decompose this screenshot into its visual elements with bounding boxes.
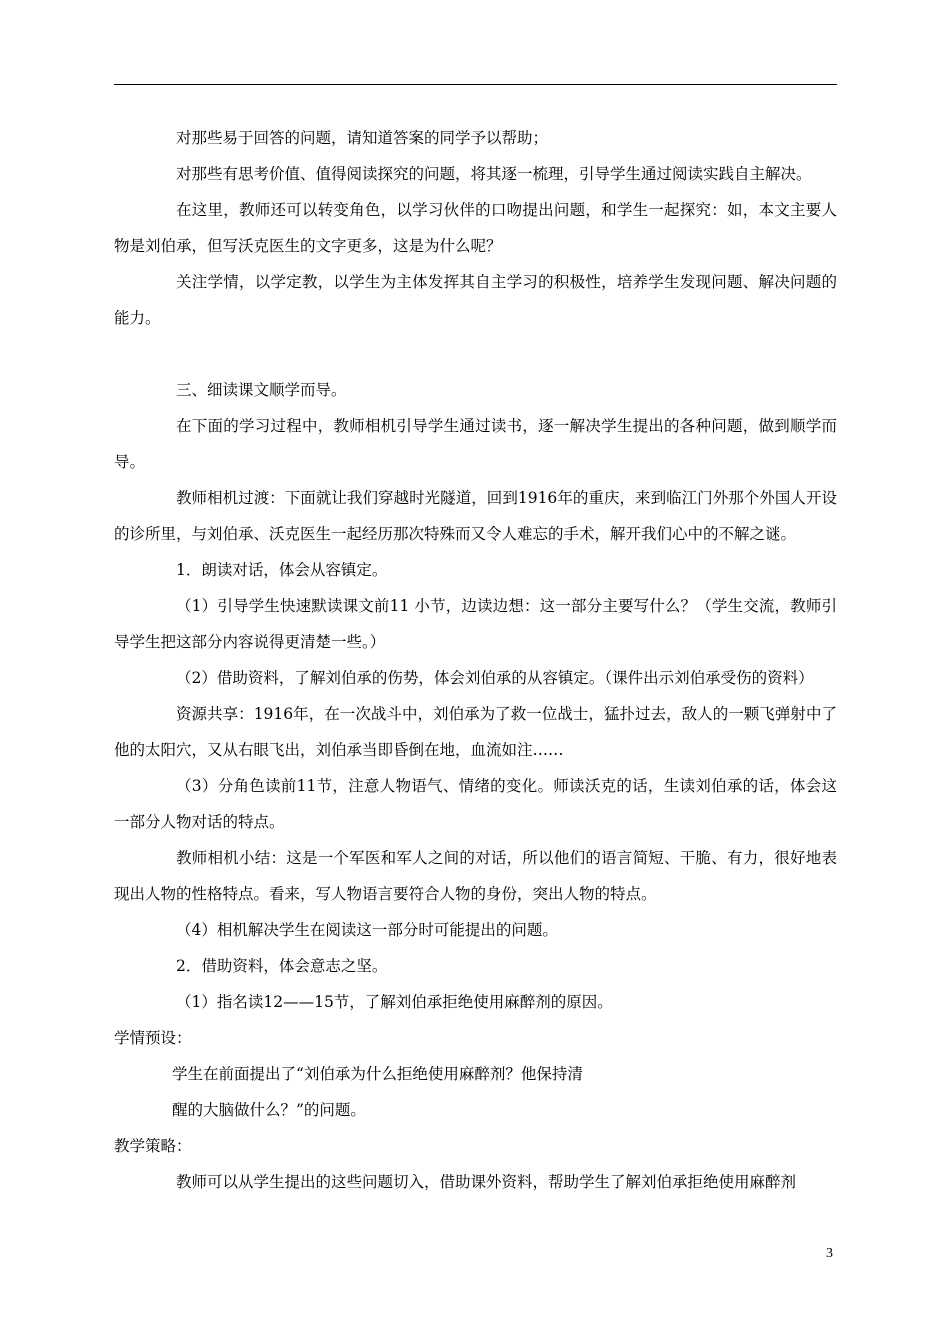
paragraph: （1）引导学生快速默读课文前11 小节，边读边想：这一部分主要写什么？（学生交流，教师引导学生把这部分内容说得更清楚一些。） [114, 597, 837, 651]
page-number: 3 [826, 1246, 833, 1261]
paragraph: （2）借助资料，了解刘伯承的伤势，体会刘伯承的从容镇定。（课件出示刘伯承受伤的资料） [176, 669, 814, 687]
paragraph: 对那些易于回答的问题，请知道答案的同学予以帮助； [176, 129, 549, 147]
paragraph: 对那些有思考价值、值得阅读探究的问题，将其逐一梳理，引导学生通过阅读实践自主解决。 [176, 165, 812, 183]
paragraph: 醒的大脑做什么？”的问题。 [172, 1101, 366, 1119]
paragraph: （4）相机解决学生在阅读这一部分时可能提出的问题。 [176, 921, 558, 939]
paragraph: 学生在前面提出了“刘伯承为什么拒绝使用麻醉剂？他保持清 [172, 1065, 583, 1083]
paragraph: 在下面的学习过程中，教师相机引导学生通过读书，逐一解决学生提出的各种问题，做到顺学而导。 [114, 417, 837, 471]
paragraph: （1）指名读12——15节，了解刘伯承拒绝使用麻醉剂的原因。 [176, 993, 613, 1011]
paragraph: 在这里，教师还可以转变角色，以学习伙伴的口吻提出问题，和学生一起探究：如，本文主要人物是刘伯承，但写沃克医生的文字更多，这是为什么呢？ [114, 201, 837, 255]
label-line: 学情预设： [114, 1029, 192, 1047]
paragraph: （3）分角色读前11节，注意人物语气、情绪的变化。师读沃克的话，生读刘伯承的话，体会这一部分人物对话的特点。 [114, 777, 837, 831]
document-body [114, 120, 837, 1200]
subheading: 2．借助资料，体会意志之坚。 [176, 957, 388, 975]
paragraph: 资源共享：1916年，在一次战斗中，刘伯承为了救一位战士，猛扑过去，敌人的一颗飞弹射中了他的太阳穴，又从右眼飞出，刘伯承当即昏倒在地，血流如注…… [114, 705, 837, 759]
section-heading: 三、细读课文顺学而导。 [176, 381, 347, 399]
label-line: 教学策略： [114, 1137, 192, 1155]
paragraph: 关注学情，以学定教，以学生为主体发挥其自主学习的积极性，培养学生发现问题、解决问题的能力。 [114, 273, 837, 327]
paragraph: 教师相机过渡：下面就让我们穿越时光隧道，回到1916年的重庆，来到临江门外那个外国人开设的诊所里，与刘伯承、沃克医生一起经历那次特殊而又令人难忘的手术，解开我们心中的不解之谜。 [114, 489, 837, 543]
paragraph: 教师相机小结：这是一个军医和军人之间的对话，所以他们的语言简短、干脆、有力，很好地表现出人物的性格特点。看来，写人物语言要符合人物的身份，突出人物的特点。 [114, 849, 837, 903]
paragraph: 教师可以从学生提出的这些问题切入，借助课外资料，帮助学生了解刘伯承拒绝使用麻醉剂 [176, 1173, 797, 1191]
subheading: 1．朗读对话，体会从容镇定。 [176, 561, 388, 579]
blank-line [114, 336, 837, 372]
header-rule [114, 84, 837, 85]
